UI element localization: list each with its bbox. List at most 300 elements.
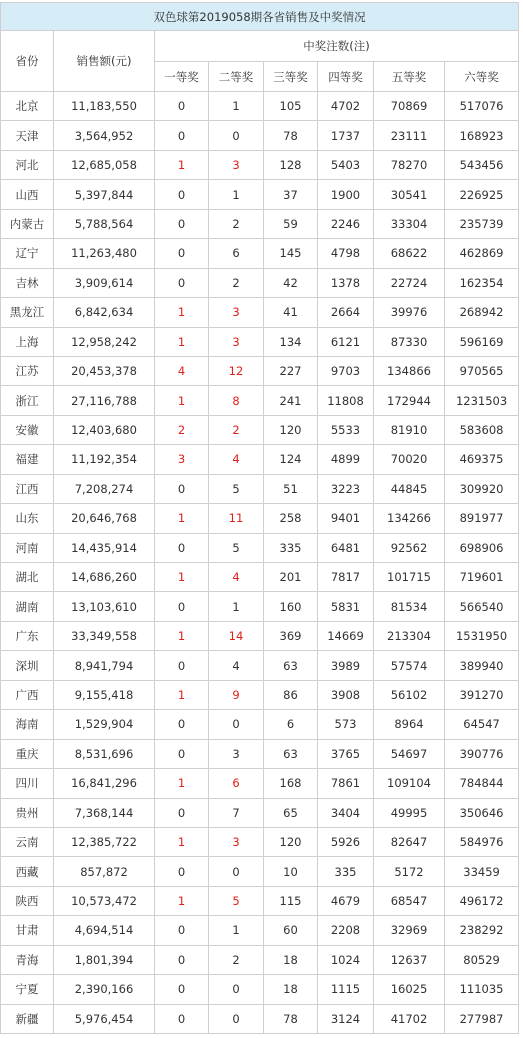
cell-sales: 9,155,418 <box>54 680 155 709</box>
cell-prize-2: 0 <box>209 1004 264 1033</box>
table-row <box>1 209 519 238</box>
cell-sales: 11,183,550 <box>54 92 155 121</box>
cell-prize-1: 0 <box>155 945 209 974</box>
cell-prize-3: 78 <box>264 1004 318 1033</box>
cell-prize-5: 78270 <box>374 150 445 179</box>
cell-prize-1: 0 <box>155 474 209 503</box>
cell-prize-5: 23111 <box>374 121 445 150</box>
cell-province: 安徽 <box>1 415 54 444</box>
cell-prize-3: 227 <box>264 356 318 385</box>
cell-prize-1: 0 <box>155 857 209 886</box>
table-row <box>1 180 519 209</box>
table-row <box>1 150 519 179</box>
table-row <box>1 886 519 915</box>
cell-sales: 11,192,354 <box>54 445 155 474</box>
cell-prize-3: 18 <box>264 945 318 974</box>
cell-sales: 20,646,768 <box>54 504 155 533</box>
cell-prize-3: 63 <box>264 739 318 768</box>
cell-prize-1: 0 <box>155 651 209 680</box>
table-row <box>1 798 519 827</box>
cell-prize-1: 0 <box>155 592 209 621</box>
cell-prize-4: 2664 <box>318 298 374 327</box>
cell-prize-2: 6 <box>209 769 264 798</box>
cell-prize-5: 70020 <box>374 445 445 474</box>
cell-prize-1: 1 <box>155 769 209 798</box>
table-title: 双色球第2019058期各省销售及中奖情况 <box>1 3 519 31</box>
cell-prize-6: 168923 <box>445 121 519 150</box>
cell-sales: 11,263,480 <box>54 239 155 268</box>
cell-sales: 16,841,296 <box>54 769 155 798</box>
cell-prize-5: 57574 <box>374 651 445 680</box>
cell-prize-4: 9401 <box>318 504 374 533</box>
cell-prize-3: 41 <box>264 298 318 327</box>
cell-province: 湖南 <box>1 592 54 621</box>
cell-prize-6: 33459 <box>445 857 519 886</box>
cell-prize-1: 0 <box>155 1004 209 1033</box>
cell-prize-3: 201 <box>264 563 318 592</box>
cell-prize-4: 5926 <box>318 827 374 856</box>
cell-prize-2: 3 <box>209 827 264 856</box>
cell-prize-5: 109104 <box>374 769 445 798</box>
cell-prize-5: 134266 <box>374 504 445 533</box>
cell-prize-4: 14669 <box>318 621 374 650</box>
table-row <box>1 680 519 709</box>
cell-prize-5: 70869 <box>374 92 445 121</box>
header-prize-5: 五等奖 <box>374 62 445 92</box>
table-row <box>1 563 519 592</box>
table-row <box>1 621 519 650</box>
cell-prize-1: 0 <box>155 268 209 297</box>
cell-prize-2: 8 <box>209 386 264 415</box>
cell-prize-6: 566540 <box>445 592 519 621</box>
table-row <box>1 386 519 415</box>
cell-prize-5: 134866 <box>374 356 445 385</box>
cell-prize-5: 92562 <box>374 533 445 562</box>
cell-prize-2: 1 <box>209 916 264 945</box>
table-row <box>1 651 519 680</box>
cell-sales: 10,573,472 <box>54 886 155 915</box>
cell-prize-4: 1900 <box>318 180 374 209</box>
cell-prize-1: 0 <box>155 121 209 150</box>
table-row <box>1 533 519 562</box>
header-prize-2: 二等奖 <box>209 62 264 92</box>
table-row <box>1 769 519 798</box>
cell-prize-4: 2208 <box>318 916 374 945</box>
table-row <box>1 827 519 856</box>
cell-prize-5: 68547 <box>374 886 445 915</box>
header-prize-3: 三等奖 <box>264 62 318 92</box>
lottery-sales-table <box>0 2 519 1034</box>
cell-prize-6: 596169 <box>445 327 519 356</box>
cell-prize-5: 30541 <box>374 180 445 209</box>
cell-sales: 3,564,952 <box>54 121 155 150</box>
cell-prize-2: 6 <box>209 239 264 268</box>
cell-prize-5: 81910 <box>374 415 445 444</box>
cell-prize-3: 63 <box>264 651 318 680</box>
cell-prize-3: 335 <box>264 533 318 562</box>
cell-prize-2: 1 <box>209 92 264 121</box>
cell-prize-6: 698906 <box>445 533 519 562</box>
cell-prize-2: 2 <box>209 945 264 974</box>
cell-prize-1: 0 <box>155 710 209 739</box>
table-row <box>1 945 519 974</box>
cell-sales: 12,958,242 <box>54 327 155 356</box>
cell-prize-2: 14 <box>209 621 264 650</box>
header-sales: 销售额(元) <box>54 31 155 92</box>
cell-sales: 12,403,680 <box>54 415 155 444</box>
cell-prize-4: 11808 <box>318 386 374 415</box>
cell-prize-2: 4 <box>209 563 264 592</box>
cell-province: 贵州 <box>1 798 54 827</box>
cell-province: 吉林 <box>1 268 54 297</box>
cell-prize-5: 32969 <box>374 916 445 945</box>
cell-prize-3: 258 <box>264 504 318 533</box>
cell-sales: 3,909,614 <box>54 268 155 297</box>
cell-prize-4: 1024 <box>318 945 374 974</box>
cell-prize-3: 59 <box>264 209 318 238</box>
cell-sales: 12,385,722 <box>54 827 155 856</box>
cell-prize-5: 5172 <box>374 857 445 886</box>
cell-prize-1: 0 <box>155 916 209 945</box>
cell-prize-6: 462869 <box>445 239 519 268</box>
header-prize-6: 六等奖 <box>445 62 519 92</box>
table-row <box>1 739 519 768</box>
cell-prize-2: 11 <box>209 504 264 533</box>
cell-prize-1: 1 <box>155 621 209 650</box>
cell-province: 上海 <box>1 327 54 356</box>
cell-prize-1: 0 <box>155 239 209 268</box>
table-row <box>1 92 519 121</box>
cell-prize-6: 1231503 <box>445 386 519 415</box>
cell-prize-1: 1 <box>155 504 209 533</box>
cell-sales: 857,872 <box>54 857 155 886</box>
cell-prize-4: 335 <box>318 857 374 886</box>
cell-prize-6: 390776 <box>445 739 519 768</box>
cell-prize-2: 5 <box>209 533 264 562</box>
cell-prize-4: 3404 <box>318 798 374 827</box>
cell-prize-6: 268942 <box>445 298 519 327</box>
cell-prize-3: 37 <box>264 180 318 209</box>
cell-sales: 6,842,634 <box>54 298 155 327</box>
table-row <box>1 445 519 474</box>
cell-prize-2: 3 <box>209 150 264 179</box>
cell-sales: 12,685,058 <box>54 150 155 179</box>
table-row <box>1 916 519 945</box>
cell-prize-2: 2 <box>209 209 264 238</box>
cell-prize-3: 120 <box>264 827 318 856</box>
cell-prize-5: 56102 <box>374 680 445 709</box>
cell-prize-4: 3223 <box>318 474 374 503</box>
cell-sales: 27,116,788 <box>54 386 155 415</box>
cell-prize-3: 115 <box>264 886 318 915</box>
table-row <box>1 239 519 268</box>
cell-prize-3: 168 <box>264 769 318 798</box>
cell-prize-5: 33304 <box>374 209 445 238</box>
cell-sales: 4,694,514 <box>54 916 155 945</box>
cell-province: 河北 <box>1 150 54 179</box>
cell-prize-1: 1 <box>155 386 209 415</box>
cell-prize-5: 22724 <box>374 268 445 297</box>
cell-prize-4: 7817 <box>318 563 374 592</box>
cell-province: 内蒙古 <box>1 209 54 238</box>
cell-prize-3: 105 <box>264 92 318 121</box>
cell-prize-5: 44845 <box>374 474 445 503</box>
cell-prize-6: 350646 <box>445 798 519 827</box>
cell-prize-5: 82647 <box>374 827 445 856</box>
cell-prize-2: 1 <box>209 180 264 209</box>
cell-province: 广西 <box>1 680 54 709</box>
cell-prize-1: 1 <box>155 680 209 709</box>
table-row <box>1 1004 519 1033</box>
cell-prize-3: 6 <box>264 710 318 739</box>
cell-prize-6: 111035 <box>445 975 519 1004</box>
cell-prize-1: 1 <box>155 886 209 915</box>
cell-prize-6: 469375 <box>445 445 519 474</box>
cell-sales: 1,529,904 <box>54 710 155 739</box>
cell-sales: 14,686,260 <box>54 563 155 592</box>
table-row <box>1 474 519 503</box>
table-row <box>1 356 519 385</box>
cell-province: 云南 <box>1 827 54 856</box>
cell-prize-3: 51 <box>264 474 318 503</box>
cell-province: 青海 <box>1 945 54 974</box>
cell-prize-6: 496172 <box>445 886 519 915</box>
table-row <box>1 710 519 739</box>
cell-sales: 5,397,844 <box>54 180 155 209</box>
cell-province: 重庆 <box>1 739 54 768</box>
header-prize-4: 四等奖 <box>318 62 374 92</box>
cell-prize-1: 1 <box>155 327 209 356</box>
cell-prize-2: 1 <box>209 592 264 621</box>
cell-prize-6: 238292 <box>445 916 519 945</box>
cell-sales: 1,801,394 <box>54 945 155 974</box>
cell-prize-6: 583608 <box>445 415 519 444</box>
table-row <box>1 327 519 356</box>
cell-prize-5: 54697 <box>374 739 445 768</box>
cell-prize-1: 0 <box>155 209 209 238</box>
cell-sales: 8,941,794 <box>54 651 155 680</box>
cell-prize-6: 64547 <box>445 710 519 739</box>
cell-sales: 8,531,696 <box>54 739 155 768</box>
table-row <box>1 268 519 297</box>
cell-prize-1: 0 <box>155 975 209 1004</box>
cell-prize-3: 241 <box>264 386 318 415</box>
cell-prize-1: 3 <box>155 445 209 474</box>
cell-prize-5: 172944 <box>374 386 445 415</box>
cell-prize-5: 81534 <box>374 592 445 621</box>
cell-prize-1: 1 <box>155 150 209 179</box>
cell-prize-4: 7861 <box>318 769 374 798</box>
cell-prize-3: 42 <box>264 268 318 297</box>
cell-prize-1: 1 <box>155 827 209 856</box>
cell-province: 山西 <box>1 180 54 209</box>
cell-province: 江苏 <box>1 356 54 385</box>
cell-prize-2: 2 <box>209 268 264 297</box>
cell-sales: 7,208,274 <box>54 474 155 503</box>
cell-province: 黑龙江 <box>1 298 54 327</box>
cell-sales: 5,976,454 <box>54 1004 155 1033</box>
cell-prize-6: 235739 <box>445 209 519 238</box>
cell-prize-2: 5 <box>209 474 264 503</box>
header-prize-1: 一等奖 <box>155 62 209 92</box>
cell-prize-3: 124 <box>264 445 318 474</box>
cell-prize-4: 4679 <box>318 886 374 915</box>
cell-prize-5: 101715 <box>374 563 445 592</box>
cell-sales: 7,368,144 <box>54 798 155 827</box>
table-row <box>1 504 519 533</box>
cell-prize-2: 12 <box>209 356 264 385</box>
cell-prize-5: 68622 <box>374 239 445 268</box>
cell-prize-2: 3 <box>209 298 264 327</box>
table-row <box>1 592 519 621</box>
cell-prize-6: 1531950 <box>445 621 519 650</box>
cell-province: 四川 <box>1 769 54 798</box>
cell-prize-5: 213304 <box>374 621 445 650</box>
cell-prize-4: 4702 <box>318 92 374 121</box>
header-prize-group: 中奖注数(注) <box>155 31 519 62</box>
cell-prize-5: 49995 <box>374 798 445 827</box>
cell-prize-2: 4 <box>209 651 264 680</box>
cell-sales: 33,349,558 <box>54 621 155 650</box>
cell-prize-3: 120 <box>264 415 318 444</box>
cell-prize-4: 3989 <box>318 651 374 680</box>
cell-prize-3: 78 <box>264 121 318 150</box>
cell-province: 广东 <box>1 621 54 650</box>
cell-prize-6: 277987 <box>445 1004 519 1033</box>
cell-province: 海南 <box>1 710 54 739</box>
cell-prize-2: 3 <box>209 739 264 768</box>
cell-prize-1: 0 <box>155 739 209 768</box>
cell-prize-1: 0 <box>155 533 209 562</box>
cell-sales: 14,435,914 <box>54 533 155 562</box>
cell-prize-5: 16025 <box>374 975 445 1004</box>
cell-prize-2: 7 <box>209 798 264 827</box>
cell-prize-3: 86 <box>264 680 318 709</box>
cell-province: 新疆 <box>1 1004 54 1033</box>
cell-province: 浙江 <box>1 386 54 415</box>
cell-prize-4: 9703 <box>318 356 374 385</box>
cell-prize-1: 1 <box>155 298 209 327</box>
cell-prize-2: 4 <box>209 445 264 474</box>
table-row <box>1 298 519 327</box>
cell-prize-3: 60 <box>264 916 318 945</box>
cell-province: 北京 <box>1 92 54 121</box>
header-province: 省份 <box>1 31 54 92</box>
cell-prize-3: 18 <box>264 975 318 1004</box>
cell-prize-6: 891977 <box>445 504 519 533</box>
cell-sales: 20,453,378 <box>54 356 155 385</box>
cell-prize-4: 573 <box>318 710 374 739</box>
cell-sales: 5,788,564 <box>54 209 155 238</box>
cell-prize-6: 517076 <box>445 92 519 121</box>
cell-prize-4: 1115 <box>318 975 374 1004</box>
cell-province: 江西 <box>1 474 54 503</box>
cell-prize-3: 128 <box>264 150 318 179</box>
cell-prize-4: 4899 <box>318 445 374 474</box>
cell-prize-4: 3765 <box>318 739 374 768</box>
cell-province: 河南 <box>1 533 54 562</box>
cell-prize-3: 65 <box>264 798 318 827</box>
cell-prize-6: 162354 <box>445 268 519 297</box>
cell-province: 辽宁 <box>1 239 54 268</box>
cell-prize-2: 0 <box>209 975 264 1004</box>
cell-province: 福建 <box>1 445 54 474</box>
cell-prize-6: 80529 <box>445 945 519 974</box>
cell-prize-4: 4798 <box>318 239 374 268</box>
table-row <box>1 121 519 150</box>
cell-prize-5: 8964 <box>374 710 445 739</box>
cell-prize-4: 5533 <box>318 415 374 444</box>
cell-prize-6: 309920 <box>445 474 519 503</box>
cell-province: 宁夏 <box>1 975 54 1004</box>
cell-prize-5: 39976 <box>374 298 445 327</box>
cell-prize-3: 145 <box>264 239 318 268</box>
table-row <box>1 975 519 1004</box>
cell-prize-6: 543456 <box>445 150 519 179</box>
table-body <box>1 92 519 1034</box>
cell-province: 西藏 <box>1 857 54 886</box>
cell-province: 陕西 <box>1 886 54 915</box>
cell-prize-5: 41702 <box>374 1004 445 1033</box>
cell-prize-2: 0 <box>209 857 264 886</box>
cell-prize-4: 3908 <box>318 680 374 709</box>
cell-sales: 2,390,166 <box>54 975 155 1004</box>
cell-prize-2: 2 <box>209 415 264 444</box>
cell-prize-4: 2246 <box>318 209 374 238</box>
cell-prize-4: 1378 <box>318 268 374 297</box>
cell-prize-3: 10 <box>264 857 318 886</box>
cell-province: 甘肃 <box>1 916 54 945</box>
cell-prize-6: 719601 <box>445 563 519 592</box>
cell-sales: 13,103,610 <box>54 592 155 621</box>
cell-prize-4: 5403 <box>318 150 374 179</box>
cell-prize-2: 5 <box>209 886 264 915</box>
cell-prize-4: 5831 <box>318 592 374 621</box>
cell-prize-3: 134 <box>264 327 318 356</box>
cell-province: 天津 <box>1 121 54 150</box>
cell-prize-1: 0 <box>155 92 209 121</box>
cell-prize-2: 0 <box>209 710 264 739</box>
cell-prize-1: 0 <box>155 798 209 827</box>
cell-prize-2: 3 <box>209 327 264 356</box>
table-row <box>1 415 519 444</box>
cell-prize-6: 226925 <box>445 180 519 209</box>
cell-prize-1: 2 <box>155 415 209 444</box>
cell-province: 山东 <box>1 504 54 533</box>
cell-prize-4: 1737 <box>318 121 374 150</box>
cell-prize-1: 4 <box>155 356 209 385</box>
cell-prize-6: 970565 <box>445 356 519 385</box>
cell-prize-1: 0 <box>155 180 209 209</box>
cell-prize-4: 6121 <box>318 327 374 356</box>
cell-prize-5: 87330 <box>374 327 445 356</box>
cell-prize-2: 0 <box>209 121 264 150</box>
cell-prize-3: 369 <box>264 621 318 650</box>
cell-prize-4: 6481 <box>318 533 374 562</box>
cell-prize-6: 784844 <box>445 769 519 798</box>
cell-province: 湖北 <box>1 563 54 592</box>
cell-prize-6: 391270 <box>445 680 519 709</box>
cell-prize-4: 3124 <box>318 1004 374 1033</box>
cell-province: 深圳 <box>1 651 54 680</box>
cell-prize-6: 584976 <box>445 827 519 856</box>
cell-prize-5: 12637 <box>374 945 445 974</box>
cell-prize-2: 9 <box>209 680 264 709</box>
cell-prize-6: 389940 <box>445 651 519 680</box>
cell-prize-3: 160 <box>264 592 318 621</box>
cell-prize-1: 1 <box>155 563 209 592</box>
table-row <box>1 857 519 886</box>
